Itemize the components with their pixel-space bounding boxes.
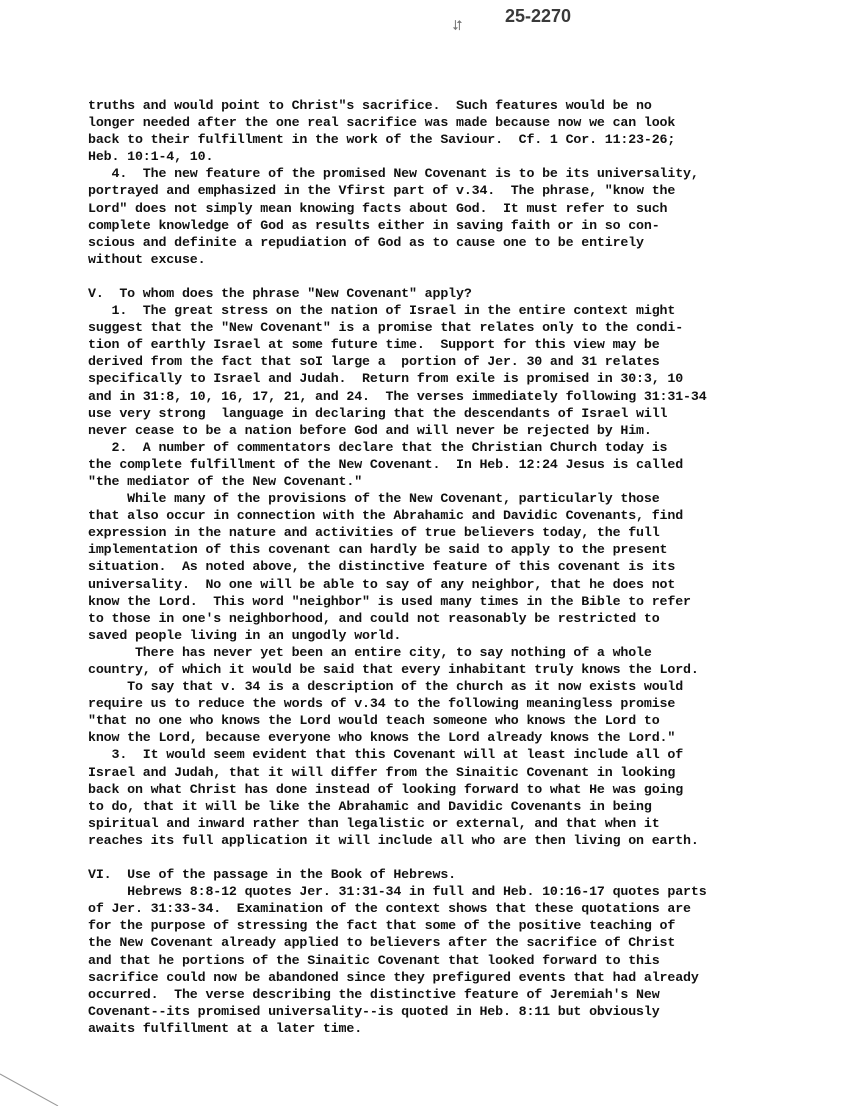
text-line: 2. A number of commentators declare that the Christian Church today is xyxy=(88,439,668,455)
text-line: reaches its full application it will include all who are then living on earth. xyxy=(88,832,699,848)
text-line: "that no one who knows the Lord would teach someone who knows the Lord to xyxy=(88,713,660,729)
text-line: portrayed and emphasized in the Vfirst part of v.34. The phrase, "know the xyxy=(88,183,676,199)
text-line: suggest that the "New Covenant" is a promise that relates only to the condi- xyxy=(88,320,684,336)
text-line: 4. The new feature of the promised New Covenant is to be its universality, xyxy=(88,166,699,182)
page-corner-fold xyxy=(0,1046,60,1106)
text-line: back to their fulfillment in the work of the Saviour. Cf. 1 Cor. 11:23-26; xyxy=(88,132,676,148)
text-line: expression in the nature and activities of true believers today, the full xyxy=(88,525,660,541)
text-line: There has never yet been an entire city, to say nothing of a whole xyxy=(88,644,652,660)
text-line: longer needed after the one real sacrifice was made because now we can look xyxy=(88,115,676,131)
text-line: scious and definite a repudiation of God as to cause one to be entirely xyxy=(88,234,644,250)
text-line: specifically to Israel and Judah. Return from exile is promised in 30:3, 10 xyxy=(88,371,684,387)
text-line: derived from the fact that soI large a portion of Jer. 30 and 31 relates xyxy=(88,354,660,370)
text-line: awaits fulfillment at a later time. xyxy=(88,1020,363,1036)
text-line: V. To whom does the phrase "New Covenant" apply? xyxy=(88,285,472,301)
text-line: require us to reduce the words of v.34 to the following meaningless promise xyxy=(88,696,676,712)
text-line: the complete fulfillment of the New Covenant. In Heb. 12:24 Jesus is called xyxy=(88,456,684,472)
stamp-mark: ⮃ xyxy=(452,18,464,34)
text-line: that also occur in connection with the Abrahamic and Davidic Covenants, find xyxy=(88,508,684,524)
text-line: 3. It would seem evident that this Covenant will at least include all of xyxy=(88,747,684,763)
text-line: Covenant--its promised universality--is quoted in Heb. 8:11 but obviously xyxy=(88,1003,660,1019)
text-line: Heb. 10:1-4, 10. xyxy=(88,149,214,165)
text-line: "the mediator of the New Covenant." xyxy=(88,473,363,489)
blank-line xyxy=(88,849,763,866)
text-line: to do, that it will be like the Abrahamic and Davidic Covenants in being xyxy=(88,798,652,814)
blank-line xyxy=(88,268,763,285)
text-line: use very strong language in declaring that the descendants of Israel will xyxy=(88,405,668,421)
text-line: for the purpose of stressing the fact that some of the positive teaching of xyxy=(88,918,676,934)
text-line: and that he portions of the Sinaitic Covenant that looked forward to this xyxy=(88,952,660,968)
text-line: Israel and Judah, that it will differ from the Sinaitic Covenant in looking xyxy=(88,764,676,780)
text-line: tion of earthly Israel at some future time. Support for this view may be xyxy=(88,337,660,353)
text-line: know the Lord. This word "neighbor" is used many times in the Bible to refer xyxy=(88,593,691,609)
text-line: spiritual and inward rather than legalistic or external, and that when it xyxy=(88,815,660,831)
text-line: of Jer. 31:33-34. Examination of the context shows that these quotations are xyxy=(88,901,691,917)
text-line: 1. The great stress on the nation of Israel in the entire context might xyxy=(88,303,676,319)
text-line: back on what Christ has done instead of looking forward to what He was going xyxy=(88,781,684,797)
text-line: saved people living in an ungodly world. xyxy=(88,627,402,643)
text-line: without excuse. xyxy=(88,251,206,267)
document-number: 25-2270 xyxy=(505,6,572,26)
text-line: VI. Use of the passage in the Book of Hebrews. xyxy=(88,867,456,883)
text-line: To say that v. 34 is a description of the church as it now exists would xyxy=(88,679,684,695)
text-line: truths and would point to Christ"s sacrifice. Such features would be no xyxy=(88,98,652,113)
text-line: and in 31:8, 10, 16, 17, 21, and 24. The verses immediately following 31:31-34 xyxy=(88,388,707,404)
text-line: complete knowledge of God as results either in saving faith or in so con- xyxy=(88,217,660,233)
text-line: to those in one's neighborhood, and could not reasonably be restricted to xyxy=(88,610,660,626)
text-line: While many of the provisions of the New Covenant, particularly those xyxy=(88,491,660,507)
text-line: implementation of this covenant can hardly be said to apply to the present xyxy=(88,542,668,558)
text-line: know the Lord, because everyone who knows the Lord already knows the Lord." xyxy=(88,730,676,746)
document-body xyxy=(88,97,763,1037)
text-line: occurred. The verse describing the distinctive feature of Jeremiah's New xyxy=(88,986,660,1002)
text-line: universality. No one will be able to say of any neighbor, that he does not xyxy=(88,576,676,592)
text-line: country, of which it would be said that every inhabitant truly knows the Lord. xyxy=(88,662,699,677)
text-line: Hebrews 8:8-12 quotes Jer. 31:31-34 in full and Heb. 10:16-17 quotes parts xyxy=(88,884,707,900)
text-line: sacrifice could now be abandoned since they prefigured events that had already xyxy=(88,969,699,985)
text-line: never cease to be a nation before God and will never be rejected by Him. xyxy=(88,422,652,438)
text-line: Lord" does not simply mean knowing facts about God. It must refer to such xyxy=(88,200,668,216)
text-line: the New Covenant already applied to believers after the sacrifice of Christ xyxy=(88,935,676,951)
text-line: situation. As noted above, the distinctive feature of this covenant is its xyxy=(88,559,676,575)
